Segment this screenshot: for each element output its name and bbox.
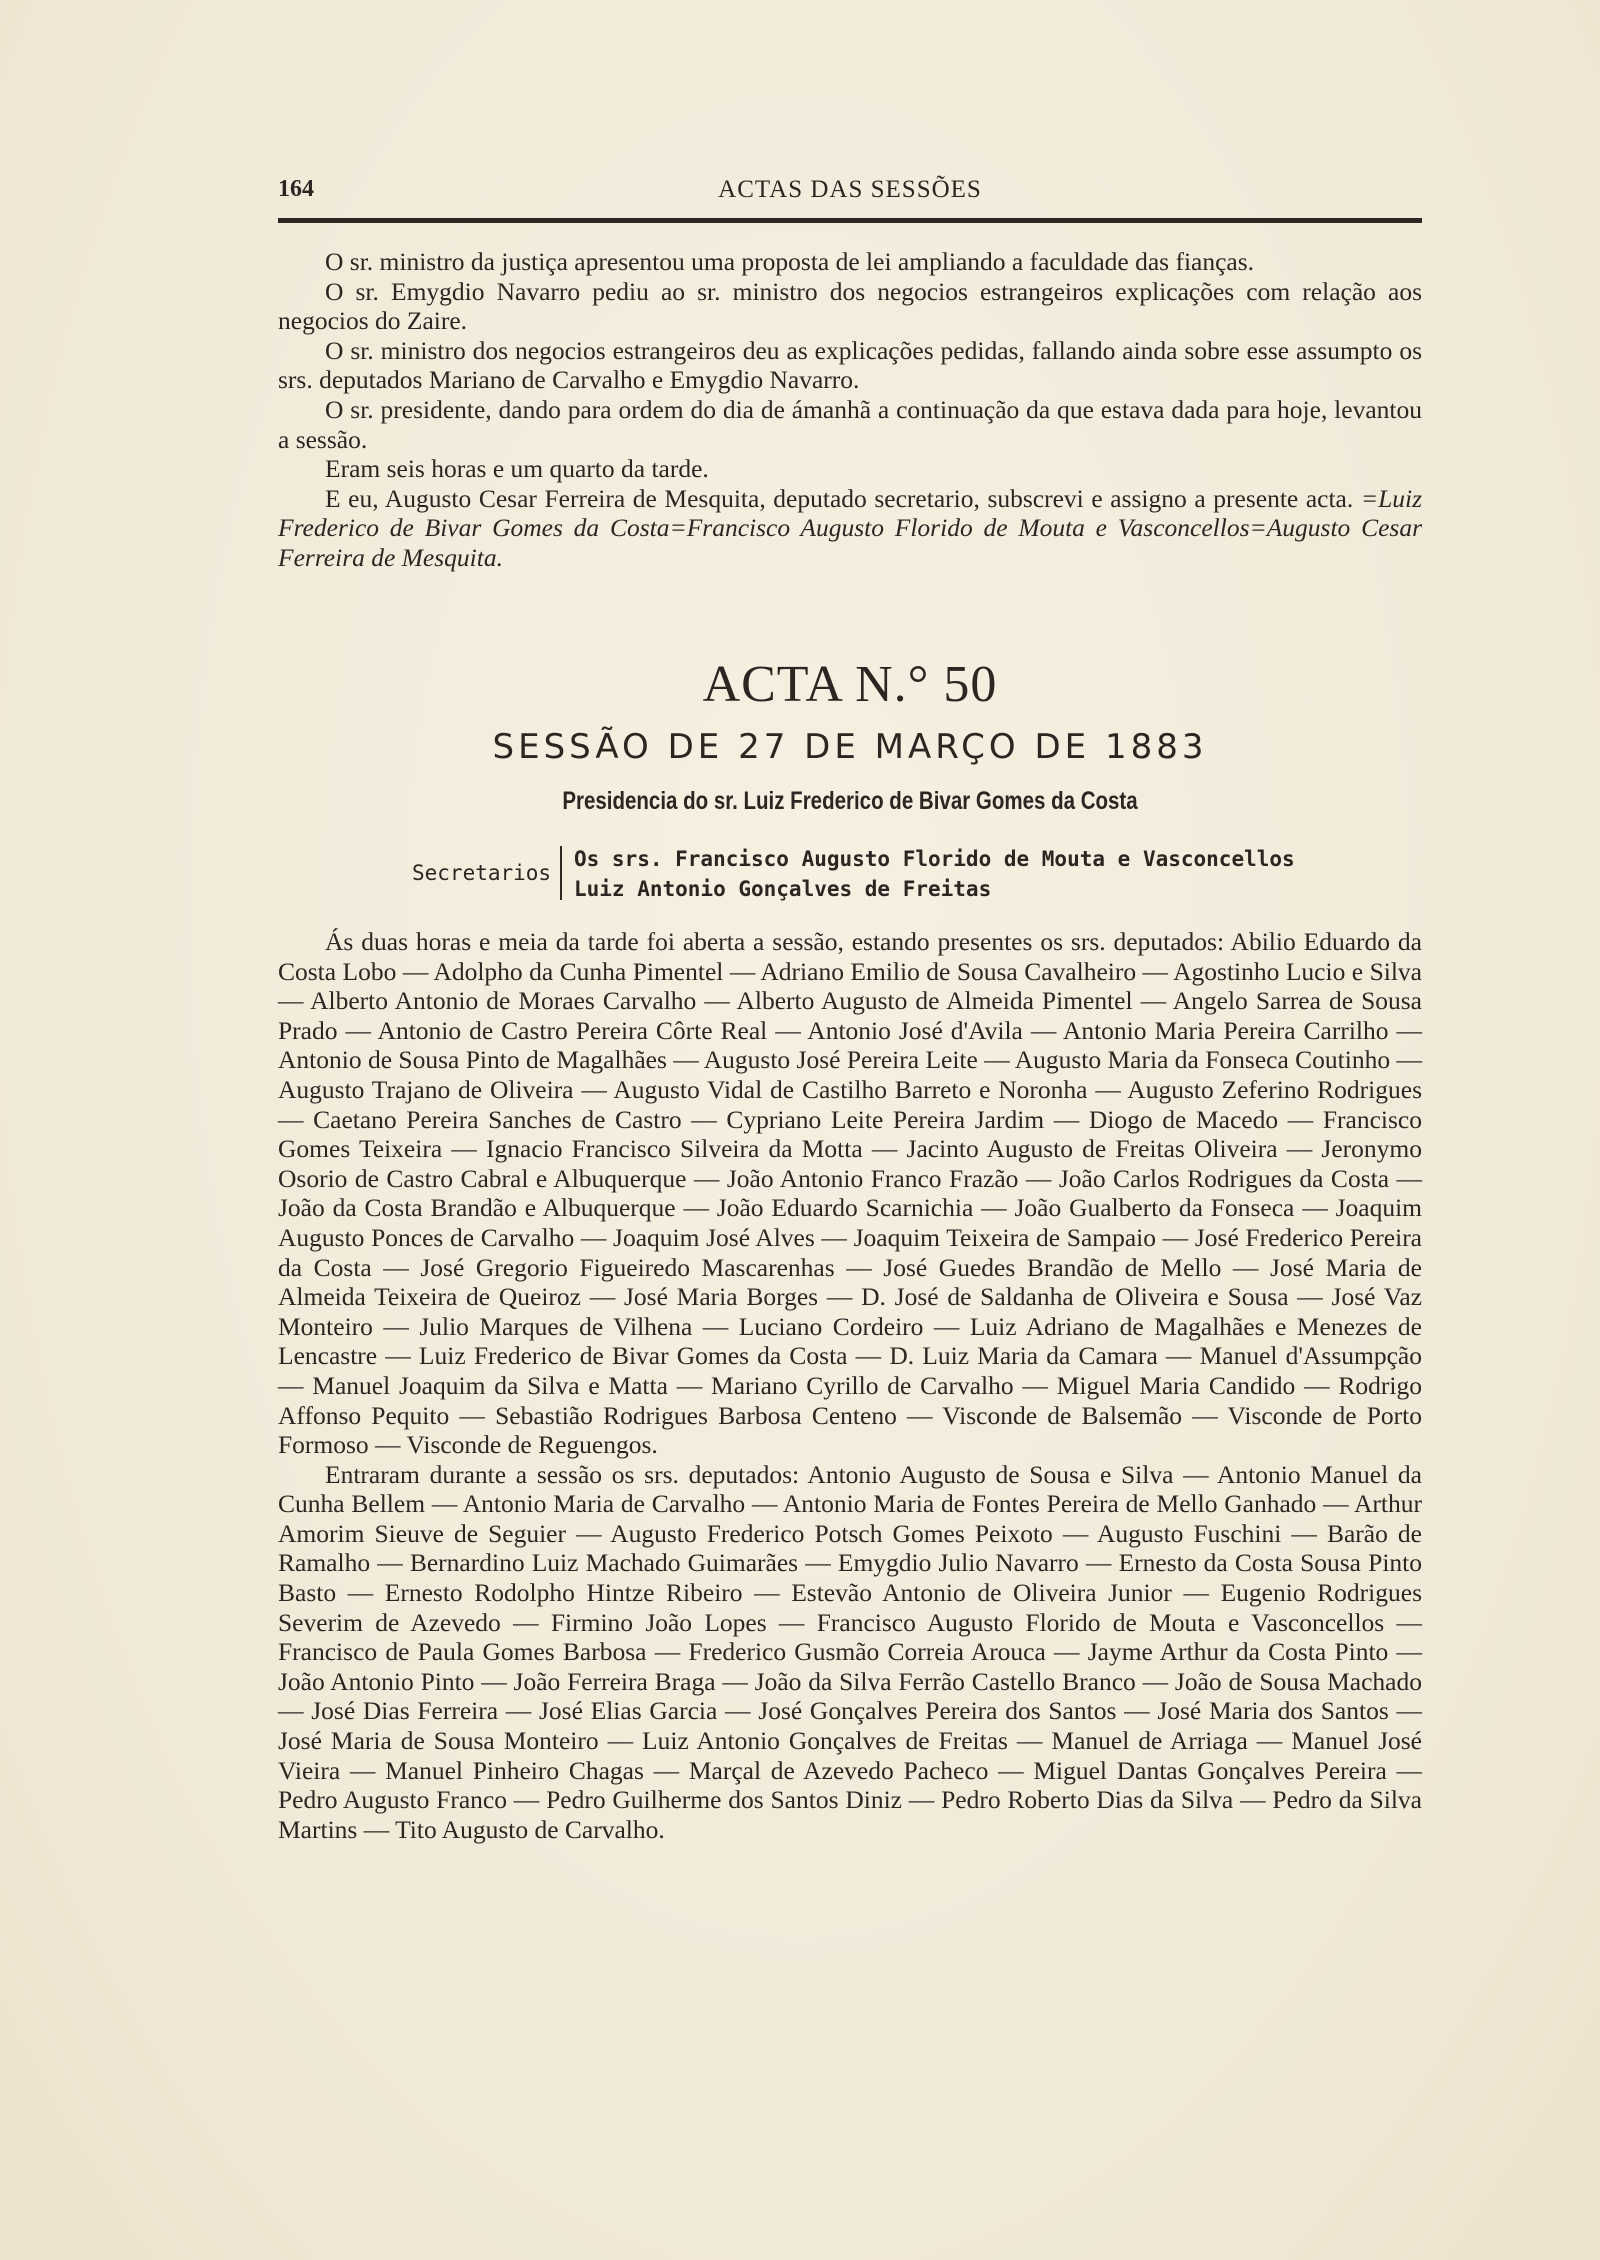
previous-minutes	[278, 247, 1422, 573]
paragraph: O sr. Emygdio Navarro pediu ao sr. ministro dos negocios estrangeiros explicações com relação aos negocios do Zaire.	[278, 276, 1422, 336]
brace-icon	[560, 846, 570, 900]
signatures: =Luiz Frederico de Bivar Gomes da Costa=Francisco Augusto Florido de Mouta e Vasconcellos=Augusto Cesar Ferreira de Mesquita.	[278, 483, 1423, 572]
page-number: 164	[278, 176, 314, 202]
presidency-line: Presidencia do sr. Luiz Frederico de Bivar Gomes da Costa	[562, 787, 1138, 815]
paragraph: Eram seis horas e um quarto da tarde.	[325, 454, 709, 484]
paragraph: O sr. presidente, dando para ordem do dia de ámanhã a continuação da que estava dada para hoje, levantou a sessão.	[278, 394, 1422, 454]
acta-title: ACTA N.° 50	[702, 656, 998, 713]
closing-text: E eu, Augusto Cesar Ferreira de Mesquita, deputado secretario, subscrevi e assigno a presente acta.	[325, 483, 1354, 513]
page-header	[278, 176, 1422, 216]
secretaries-label: Secretarios	[412, 861, 552, 885]
closing-paragraph	[278, 484, 1422, 573]
secretary-name: Luiz Antonio Gonçalves de Freitas	[574, 877, 992, 901]
attendance-paragraph: Ás duas horas e meia da tarde foi aberta a sessão, estando presentes os srs. deputados: Abilio Eduardo da Costa Lobo — Adolpho da Cunha Pimentel — Adriano Emilio de Sousa Cavalheiro — Agostinho Lucio e Silva — Alberto Antonio de Moraes Carvalho — Alberto Augusto de Almeida Pimentel — Angelo Sarrea de Sousa Prado — Antonio de Castro Pereira Côrte Real — Antonio José d'Avila — Antonio Maria Pereira Carrilho — Antonio de Sousa Pinto de Magalhães — Augusto José Pereira Leite — Augusto Maria da Fonseca Coutinho — Augusto Trajano de Oliveira — Augusto Vidal de Castilho Barreto e Noronha — Augusto Zeferino Rodrigues — Caetano Pereira Sanches de Castro — Cypriano Leite Pereira Jardim — Diogo de Macedo — Francisco Gomes Teixeira — Ignacio Francisco Silveira da Motta — Jacinto Augusto de Freitas Oliveira — Jeronymo Osorio de Castro Cabral e Albuquerque — João Antonio Franco Frazão — João Carlos Rodrigues da Costa — João da Costa Brandão e Albuquerque — João Eduardo Scarnichia — João Gualberto da Fonseca — Joaquim Augusto Ponces de Carvalho — Joaquim José Alves — Joaquim Teixeira de Sampaio — José Frederico Pereira da Costa — José Gregorio Figueiredo Mascarenhas — José Guedes Brandão de Mello — José Maria de Almeida Teixeira de Queiroz — José Maria Borges — D. José de Saldanha de Oliveira e Sousa — José Vaz Monteiro — Julio Marques de Vilhena — Luciano Cordeiro — Luiz Adriano de Magalhães e Menezes de Lencastre — Luiz Frederico de Bivar Gomes da Costa — D. Luiz Maria da Camara — Manuel d'Assumpção — Manuel Joaquim da Silva e Matta — Mariano Cyrillo de Carvalho — Miguel Maria Candido — Rodrigo Affonso Pequito — Sebastião Rodrigues Barbosa Centeno — Visconde de Balsemão — Visconde de Porto Formoso — Visconde de Reguengos.	[278, 927, 1422, 1460]
paragraph: O sr. ministro da justiça apresentou uma proposta de lei ampliando a faculdade das fianças.	[325, 247, 1255, 276]
header-rule	[278, 218, 1422, 223]
secretary-name: Os srs. Francisco Augusto Florido de Mouta e Vasconcellos	[574, 847, 1295, 871]
running-head: ACTAS DAS SESSÕES	[718, 176, 982, 203]
late-arrivals-paragraph: Entraram durante a sessão os srs. deputados: Antonio Augusto de Sousa e Silva — Antonio Manuel da Cunha Bellem — Antonio Maria de Carvalho — Antonio Maria de Fontes Pereira de Mello Ganhado — Arthur Amorim Sieuve de Seguier — Augusto Frederico Potsch Gomes Peixoto — Augusto Fuschini — Barão de Ramalho — Bernardino Luiz Machado Guimarães — Emygdio Julio Navarro — Ernesto da Costa Sousa Pinto Basto — Ernesto Rodolpho Hintze Ribeiro — Estevão Antonio de Oliveira Junior — Eugenio Rodrigues Severim de Azevedo — Firmino João Lopes — Francisco Augusto Florido de Mouta e Vasconcellos — Francisco de Paula Gomes Barbosa — Frederico Gusmão Correia Arouca — Jayme Arthur da Costa Pinto — João Antonio Pinto — João Ferreira Braga — João da Silva Ferrão Castello Branco — João de Sousa Machado — José Dias Ferreira — José Elias Garcia — José Gonçalves Pereira dos Santos — José Maria dos Santos — José Maria de Sousa Monteiro — Luiz Antonio Gonçalves de Freitas — Manuel de Arriaga — Manuel José Vieira — Manuel Pinheiro Chagas — Marçal de Azevedo Pacheco — Miguel Dantas Gonçalves Pereira — Pedro Augusto Franco — Pedro Guilherme dos Santos Diniz — Pedro Roberto Dias da Silva — Pedro da Silva Martins — Tito Augusto de Carvalho.	[278, 1459, 1422, 1844]
paragraph: O sr. ministro dos negocios estrangeiros deu as explicações pedidas, fallando ainda sobre esse assumpto os srs. deputados Mariano de Carvalho e Emygdio Navarro.	[278, 335, 1422, 395]
session-title: SESSÃO DE 27 DE MARÇO DE 1883	[492, 727, 1208, 767]
secretaries-names	[574, 844, 1295, 904]
attendance-section	[278, 927, 1422, 1844]
secretaries-block	[412, 844, 1312, 904]
